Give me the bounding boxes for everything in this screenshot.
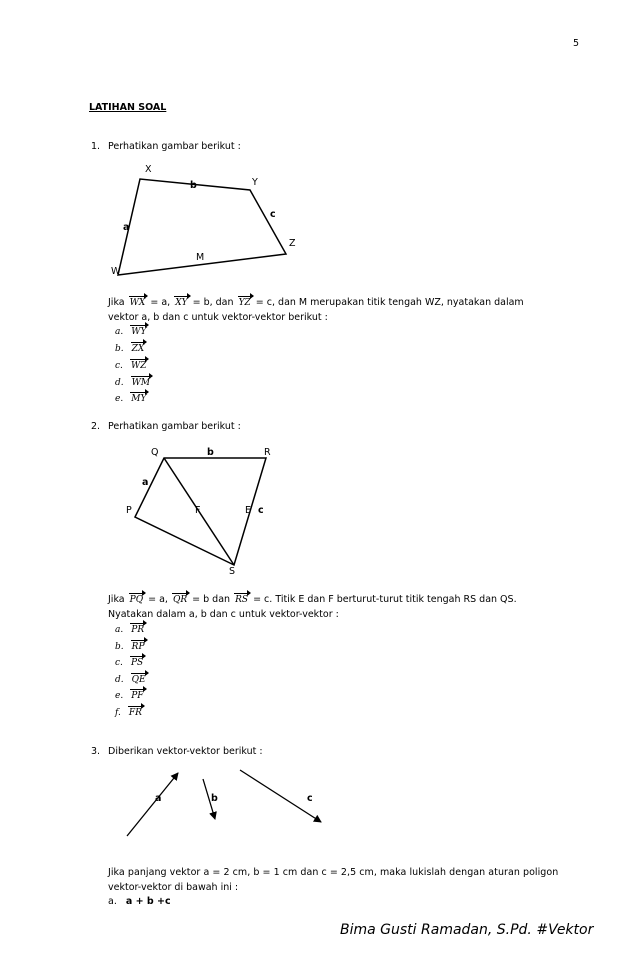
q2-label-f: F — [195, 505, 201, 516]
q2-item: d. QE — [115, 675, 146, 685]
q3-label-a: a — [155, 793, 162, 804]
q2-item: b. RP — [115, 642, 145, 652]
q2-label-r: R — [264, 447, 271, 458]
q3-vector-a — [127, 773, 178, 836]
q3-line2: vektor-vektor di bawah ini : — [108, 882, 239, 893]
q1-line1: Jika WX = a, XY = b, dan YZ = c, dan M merupakan titik tengah WZ, nyatakan dalam — [108, 297, 524, 308]
q3-label-b: b — [211, 793, 218, 804]
q3-item-a: a. a + b +c — [108, 896, 171, 907]
q1-label-x: X — [145, 164, 152, 175]
q2-vec-pq: PQ — [129, 595, 144, 605]
footer-author: Bima Gusti Ramadan, S.Pd. #Vektor — [340, 922, 594, 938]
q1-label-z: Z — [289, 238, 296, 249]
q2-vec-qr: QR — [172, 595, 188, 605]
q1-item: e. MY — [115, 394, 147, 404]
q1-vec-wx: WX — [129, 298, 146, 308]
section-title: LATIHAN SOAL — [89, 102, 167, 113]
q2-label-a: a — [142, 477, 149, 488]
q1-label-w: W — [111, 266, 121, 277]
q1-item: b. ZX — [115, 344, 145, 354]
q2-line2: Nyatakan dalam a, b dan c untuk vektor-vektor : — [108, 609, 339, 620]
q3-number: 3. — [91, 746, 101, 757]
q3-prompt: Diberikan vektor-vektor berikut : — [108, 746, 263, 757]
q1-prompt: Perhatikan gambar berikut : — [108, 141, 241, 152]
q1-number: 1. — [91, 141, 101, 152]
q1-item: c. WZ — [115, 361, 147, 371]
q1-label-m: M — [196, 252, 205, 263]
q2-label-q: Q — [151, 447, 159, 458]
q2-label-c: c — [258, 505, 264, 516]
q1-item: a. WY — [115, 327, 147, 337]
q2-label-b: b — [207, 447, 214, 458]
q2-item: f. FR — [115, 708, 142, 718]
q2-item: e. PF — [115, 691, 144, 701]
q2-label-p: P — [126, 505, 132, 516]
q1-vec-xy: XY — [175, 298, 188, 308]
q2-number: 2. — [91, 421, 101, 432]
q1-label-c: c — [270, 209, 276, 220]
q1-label-y: Y — [252, 177, 258, 188]
q2-vec-rs: RS — [235, 595, 249, 605]
q2-item: c. PS — [115, 658, 144, 668]
page-number: 5 — [573, 38, 580, 49]
q2-label-e: E — [245, 505, 252, 516]
q1-label-b: b — [190, 180, 197, 191]
q3-line1: Jika panjang vektor a = 2 cm, b = 1 cm dan c = 2,5 cm, maka lukislah dengan aturan poligon — [108, 867, 559, 878]
q1-item: d. WM — [115, 378, 151, 388]
q1-vec-yz: YZ — [238, 298, 251, 308]
q1-label-a: a — [123, 222, 130, 233]
q2-item: a. PR — [115, 625, 145, 635]
q2-label-s: S — [229, 566, 236, 577]
q2-prompt: Perhatikan gambar berikut : — [108, 421, 241, 432]
q1-line2: vektor a, b dan c untuk vektor-vektor berikut : — [108, 312, 328, 323]
q2-line1: Jika PQ = a, QR = b dan RS = c. Titik E dan F berturut-turut titik tengah RS dan QS. — [108, 594, 517, 605]
q3-label-c: c — [307, 793, 313, 804]
